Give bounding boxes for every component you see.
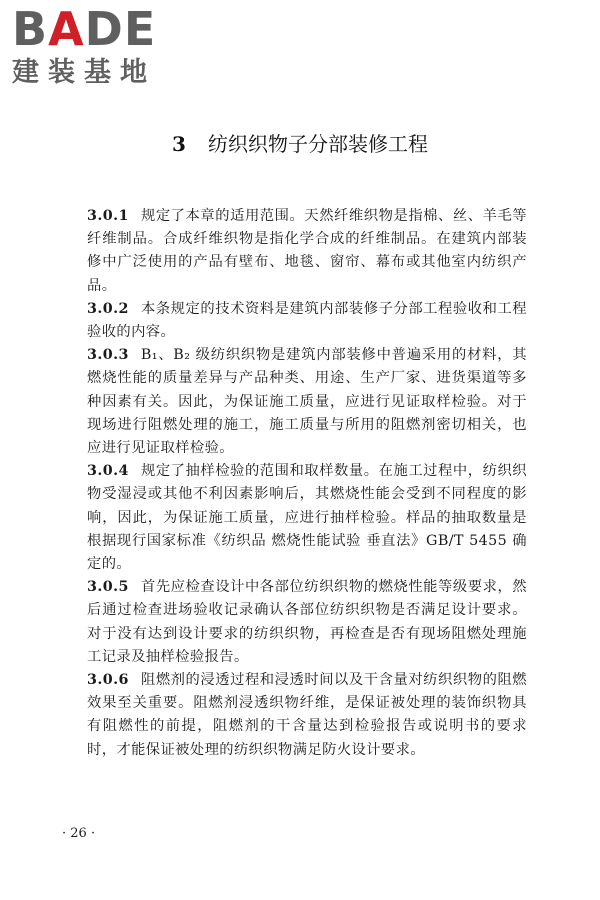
paragraph-number: 3.0.1	[87, 208, 129, 224]
logo	[12, 4, 182, 90]
paragraph-text: 阻燃剂的浸透过程和浸透时间以及干含量对纺织织物的阻燃效果至关重要。阻燃剂浸透织物纤维，是保证被处理的装饰织物具有阻燃性的前提，阻燃剂的干含量达到检验报告或说明书的要求时，才能保证被处理的纺织织物满足防火设计要求。	[87, 672, 527, 758]
paragraph-text: B₁、B₂ 级纺织织物是建筑内部装修中普遍采用的材料，其燃烧性能的质量差异与产品种类、用途、生产厂家、进货渠道等多种因素有关。因此，为保证施工质量，应进行见证取样检验。对于现场进行阻燃处理的施工，施工质量与所用的阻燃剂密切相关，也应进行见证取样检验。	[87, 347, 527, 457]
paragraph-number: 3.0.3	[87, 347, 129, 364]
paragraph-number: 3.0.2	[87, 300, 129, 317]
paragraph-3-0-3	[87, 344, 527, 460]
logo-letter: B	[12, 2, 49, 56]
paragraph-number: 3.0.5	[87, 579, 129, 596]
logo-wordmark	[12, 4, 182, 54]
paragraph-3-0-5	[87, 576, 527, 669]
chapter-title	[0, 130, 600, 158]
paragraph-text: 本条规定的技术资料是建筑内部装修子分部工程验收和工程验收的内容。	[87, 300, 527, 341]
paragraph-number: 3.0.6	[87, 672, 129, 689]
paragraph-3-0-6	[87, 669, 527, 762]
document-body	[87, 205, 527, 762]
paragraph-number: 3.0.4	[87, 463, 129, 480]
logo-letters: DE	[84, 2, 157, 56]
logo-letter-accent: A	[48, 2, 85, 56]
paragraph-text: 规定了抽样检验的范围和取样数量。在施工过程中，纺织织物受湿浸或其他不利因素影响后，其燃烧性能会受到不同程度的影响，因此，为保证施工质量，应进行抽样检验。样品的抽取数量是根据现行国家标准《纺织品 燃烧性能试验 垂直法》GB/T 5455 确定的。	[87, 463, 527, 573]
paragraph-3-0-2	[87, 298, 527, 344]
page-number: · 26 ·	[62, 826, 96, 841]
paragraph-3-0-4	[87, 460, 527, 576]
logo-subtitle: 建装基地	[12, 57, 156, 88]
paragraph-text: 首先应检查设计中各部位纺织织物的燃烧性能等级要求，然后通过检查进场验收记录确认各部位纺织织物是否满足设计要求。对于没有达到设计要求的纺织织物，再检查是否有现场阻燃处理施工记录及抽样检验报告。	[87, 579, 527, 665]
paragraph-text: 规定了本章的适用范围。天然纤维织物是指棉、丝、羊毛等纤维制品。合成纤维织物是指化学合成的纤维制品。在建筑内部装修中广泛使用的产品有壁布、地毯、窗帘、幕布或其他室内纺织产品。	[87, 208, 527, 294]
paragraph-3-0-1	[87, 205, 527, 298]
chapter-title-text: 纺织织物子分部装修工程	[207, 132, 428, 156]
chapter-number: 3	[172, 132, 186, 156]
